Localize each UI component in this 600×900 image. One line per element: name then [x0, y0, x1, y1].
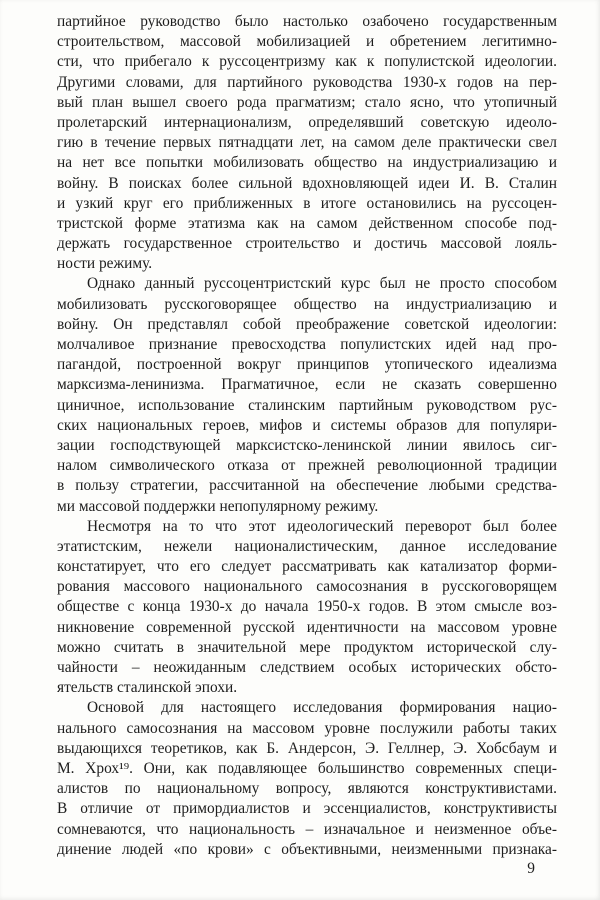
- text-line: вый план вышел своего рода прагматизм; стало ясно, что утопичный: [57, 93, 557, 111]
- text-line: марксизма-ленинизма. Прагматичное, если не сказать совершенно: [57, 376, 557, 394]
- text-line: рования массового национального самосознания в русскоговорящем: [57, 578, 557, 596]
- text-line: констатирует, что его следует рассматривать как катализатор форми-: [57, 558, 557, 576]
- text-line: Несмотря на то что этот идеологический переворот был более: [87, 517, 557, 535]
- text-line: никновение современной русской идентичности на массовом уровне: [57, 618, 557, 636]
- text-line: войну. Он представлял собой преображение советской идеологии:: [57, 315, 557, 333]
- text-line: молчаливое признание превосходства популистских идей над про-: [57, 336, 557, 353]
- text-line: держать государственное строительство и достичь массовой лояль-: [57, 235, 557, 253]
- text-line: Основой для настоящего исследования формирования нацио-: [87, 699, 557, 717]
- text-line: в пользу стратегии, рассчитанной на обеспечение любыми средства-: [57, 477, 557, 495]
- text-line: динение людей «по крови» с объективными, неизменными признака-: [57, 840, 557, 858]
- text-line: налом символического отказа от прежней революционной традиции: [57, 457, 557, 475]
- text-line: алистов по национальному вопросу, являются конструктивистами.: [57, 780, 557, 798]
- text-line: пролетарский интернационализм, определявший советскую идеоло-: [57, 113, 557, 131]
- text-line: Другими словами, для партийного руководства 1930-х годов на пер-: [57, 73, 557, 91]
- text-line: войну. В поисках более сильной вдохновляющей идеи И. В. Сталин: [57, 174, 557, 192]
- page-number-value: 9: [527, 860, 535, 877]
- text-line: гию в течение первых пятнадцати лет, на самом деле практически свел: [57, 134, 557, 152]
- text-line: на нет все попытки мобилизовать общество на индустриализацию и: [57, 154, 557, 172]
- text-line: выдающихся теоретиков, как Б. Андерсон, Э. Геллнер, Э. Хобсбаум и: [57, 739, 557, 757]
- text-line: можно считать в значительной мере продуктом исторической слу-: [57, 638, 557, 656]
- text-line: ми массовой поддержки непопулярному режиму.: [57, 497, 379, 515]
- text-line: партийное руководство было настолько озабочено государственным: [57, 13, 557, 30]
- paragraph: [57, 12, 557, 274]
- text-line: мобилизовать русскоговорящее общество на индустриализацию и: [57, 295, 557, 313]
- text-line: В отличие от примордиалистов и эссенциалистов, конструктивисты: [57, 800, 557, 818]
- text-line: Однако данный руссоцентристский курс был не просто способом: [87, 275, 557, 293]
- paragraph: [57, 517, 557, 699]
- text-line: ских национальных героев, мифов и системы образов для популяри-: [57, 416, 557, 434]
- text-line: М. Хрох¹⁹. Они, как подавляющее большинство современных специ-: [57, 759, 557, 777]
- text-line: ности режиму.: [57, 255, 153, 273]
- text-line: тристской форме этатизма как на самом действенном способе под-: [57, 214, 557, 232]
- text-line: зации господствующей марксистско-ленинской линии явилось сиг-: [57, 436, 557, 454]
- text-line: и узкий круг его приближенных в итоге остановились на руссоцен-: [57, 194, 557, 212]
- text-line: пагандой, построенной вокруг принципов утопического идеализма: [57, 356, 557, 374]
- text-line: нального самосознания на массовом уровне послужили работы таких: [57, 719, 557, 737]
- text-line: ятельств сталинской эпохи.: [57, 679, 238, 697]
- text-line: сти, что прибегало к руссоцентризму как к популистской идеологии.: [57, 53, 557, 71]
- text-line: обществе с конца 1930-х до начала 1950-х годов. В этом смысле воз-: [57, 598, 557, 616]
- text-line: строительством, массовой мобилизацией и обретением легитимно-: [57, 33, 557, 51]
- text-line: чайности – неожиданным следствием особых исторических обсто-: [57, 659, 557, 676]
- text-line: циничное, использование сталинским партийным руководством рус-: [57, 396, 557, 414]
- paragraph: [57, 698, 557, 860]
- text-block: [57, 12, 557, 860]
- text-line: сомневаются, что национальность – изначальное и неизменное объе-: [57, 820, 557, 838]
- text-line: этатистским, нежели националистическим, данное исследование: [57, 537, 557, 555]
- paragraph: [57, 274, 557, 516]
- page-number: [57, 860, 557, 878]
